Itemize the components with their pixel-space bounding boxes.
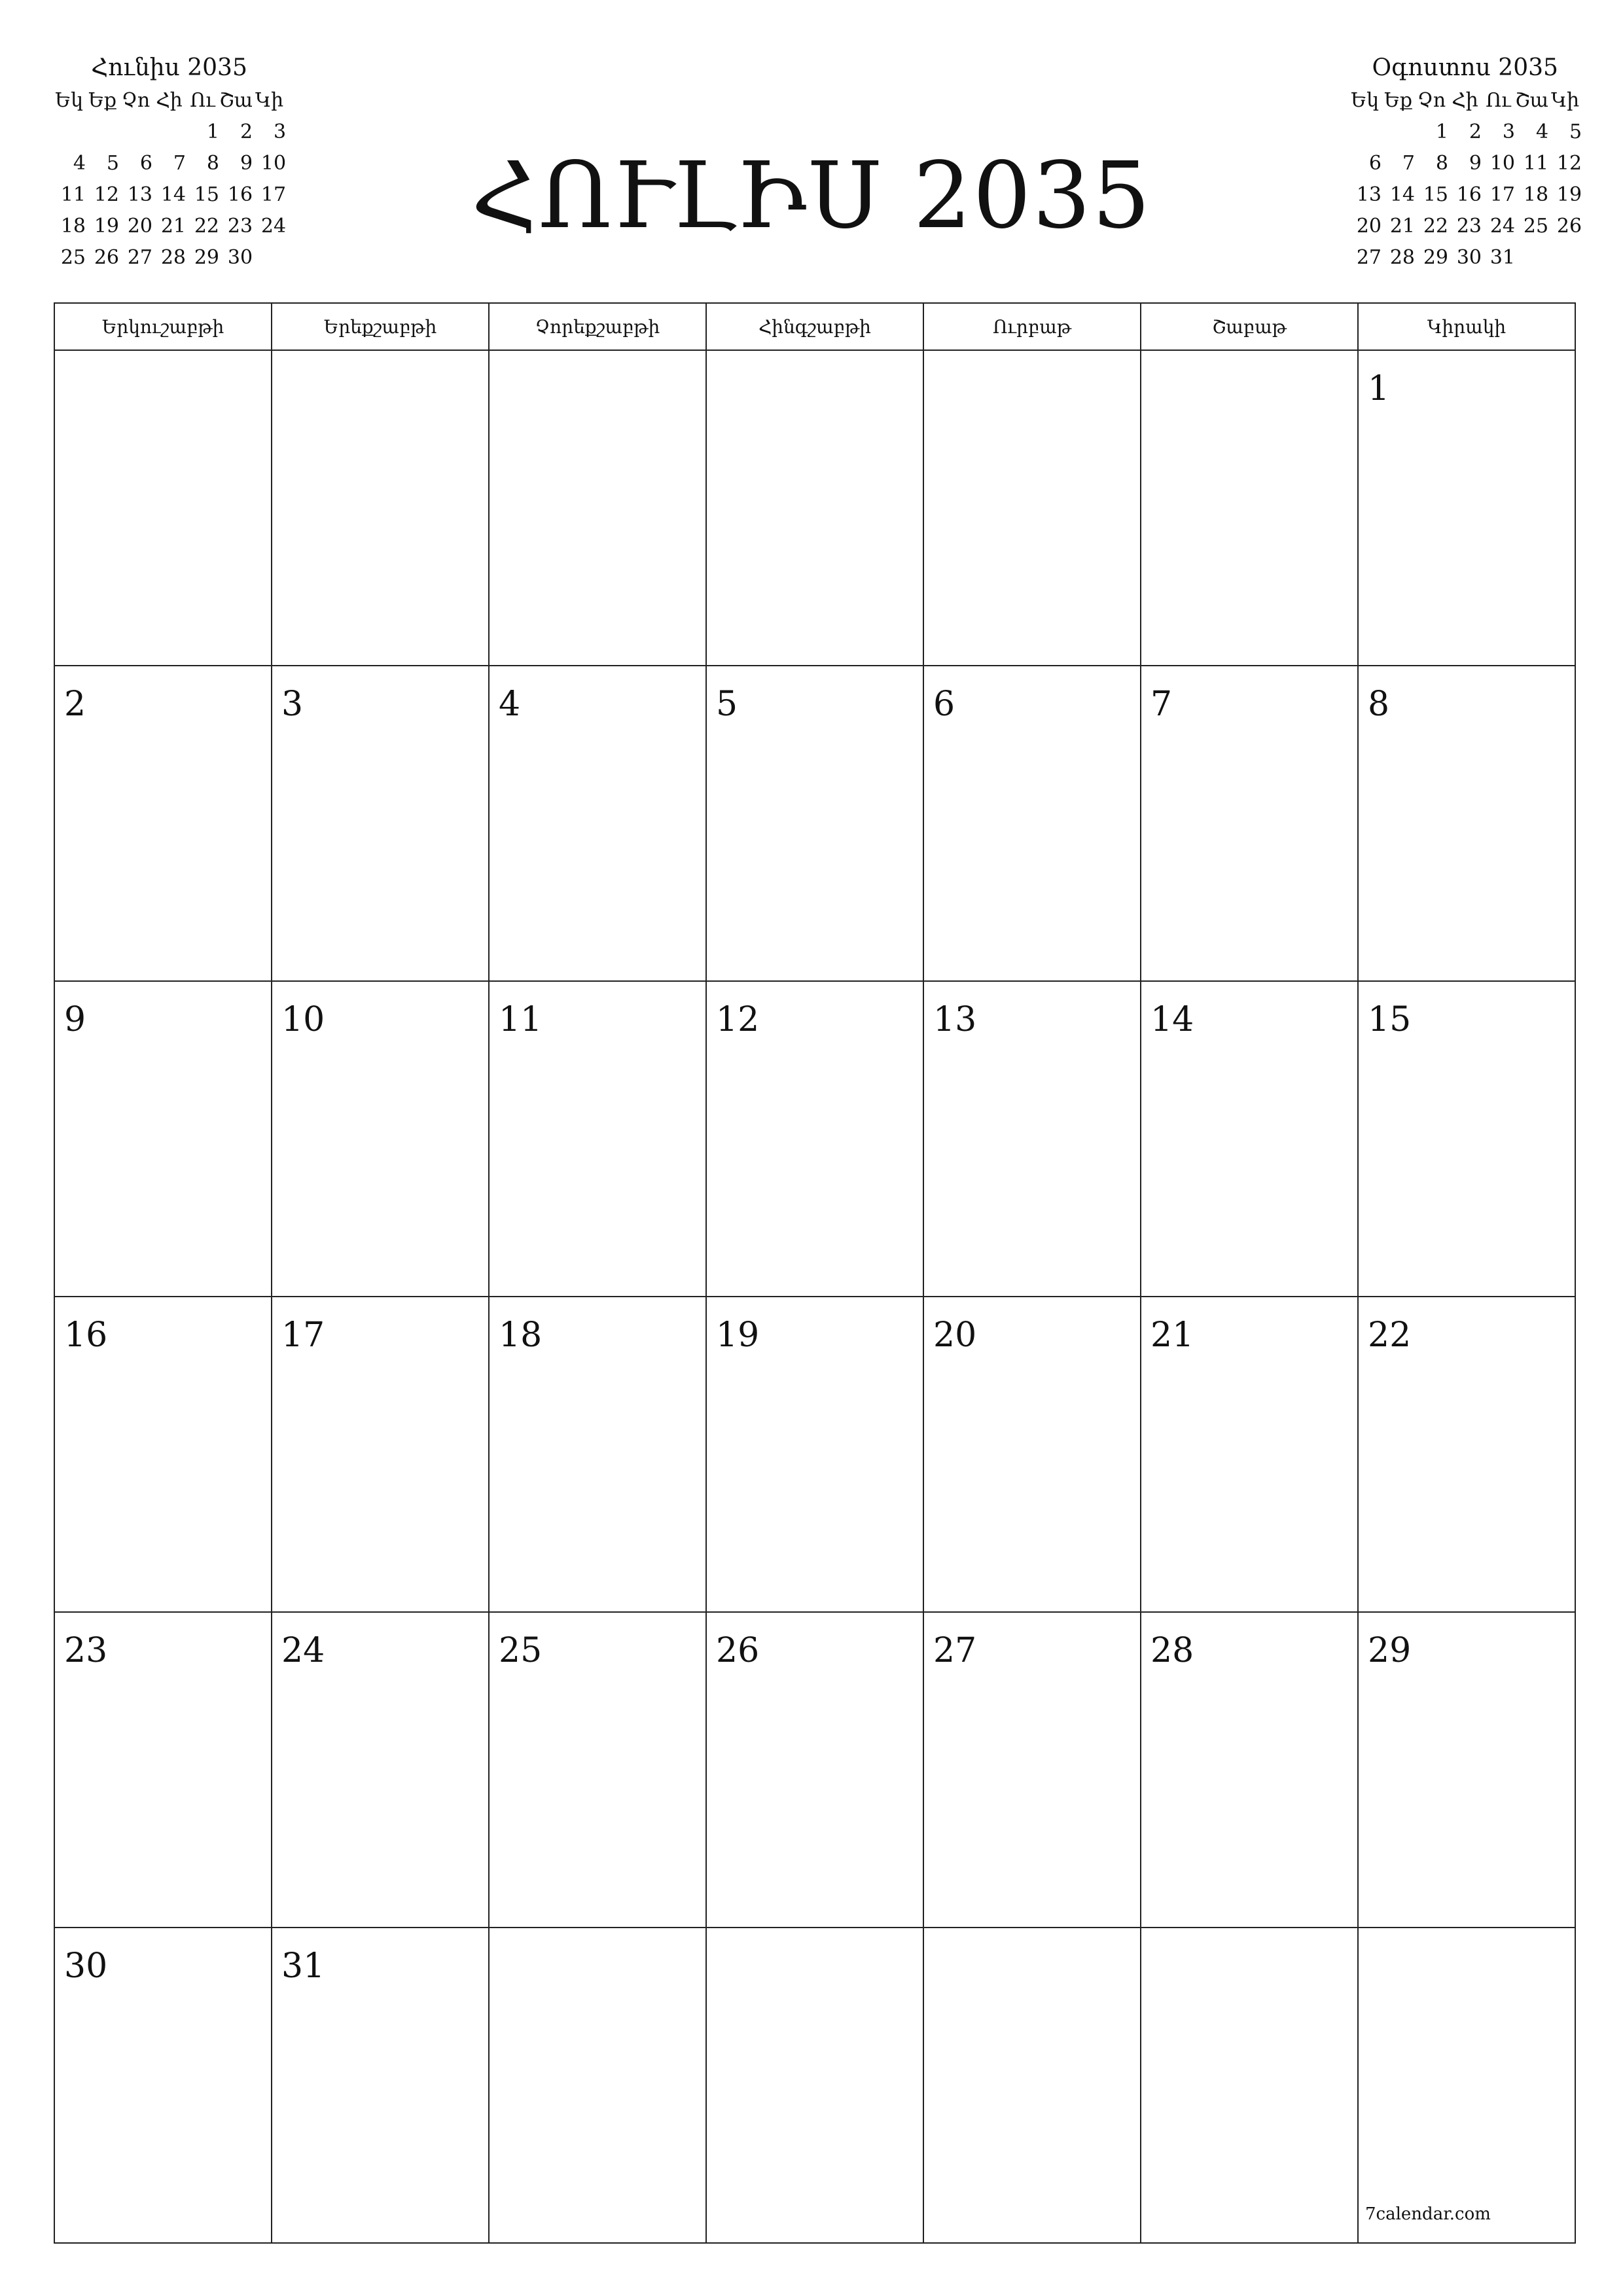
mini-day: 11 [60,183,86,206]
mini-day: 9 [240,152,253,175]
day-cell [923,1612,1141,1928]
mini-day: 11 [1523,152,1549,175]
mini-day: 20 [1356,215,1382,238]
mini-day: 24 [260,215,287,238]
mini-day: 29 [194,246,219,269]
day-cell [1358,1297,1575,1612]
day-number: 10 [281,1000,325,1039]
week-row [54,981,1575,1297]
mini-weekday: Ու [190,89,215,112]
mini-day: 15 [194,183,219,206]
day-number [1141,1928,1357,1946]
mini-day: 12 [94,183,119,206]
day-number: 28 [1150,1631,1194,1670]
day-cell [923,1297,1141,1612]
mini-day: 3 [1502,120,1515,143]
day-cell [489,981,706,1297]
day-cell [706,1297,923,1612]
mini-day: 5 [1569,120,1582,143]
mini-day: 27 [127,246,152,269]
mini-day: 23 [227,215,253,238]
day-number: 17 [281,1316,325,1355]
day-number: 24 [281,1631,325,1670]
mini-day: 21 [1389,215,1415,238]
week-row [54,1928,1575,2243]
mini-day: 13 [1356,183,1382,206]
mini-calendar-title: Հունիս 2035 [91,54,247,81]
mini-weekday: Եք [1383,89,1413,112]
mini-day: 4 [73,152,86,175]
mini-day: 26 [94,246,119,269]
mini-weekday: Շա [219,89,253,112]
day-cell [1141,350,1358,666]
day-cell [272,1612,489,1928]
weekday-header: Ուրբաթ [923,303,1141,350]
mini-day: 7 [1402,152,1415,175]
mini-day: 17 [1489,183,1515,206]
mini-day: 6 [1368,152,1382,175]
day-cell [272,666,489,981]
day-cell [489,1297,706,1612]
day-cell [1141,1928,1358,2243]
weekday-header-row [54,303,1575,350]
month-grid [54,302,1576,2244]
day-number: 2 [64,685,86,724]
day-number: 11 [499,1000,543,1039]
day-number: 6 [933,685,955,724]
day-cell [54,1928,272,2243]
mini-day: 18 [1523,183,1549,206]
weekday-header: Հինգշաբթի [706,303,923,350]
mini-day: 10 [260,152,287,175]
week-row [54,666,1575,981]
day-number [490,351,705,369]
week-row [54,1297,1575,1612]
mini-weekday: Շա [1515,89,1549,112]
mini-day: 16 [1456,183,1482,206]
day-cell [923,981,1141,1297]
mini-calendar-title: Օգոստոս 2035 [1372,54,1558,81]
day-cell [706,666,923,981]
day-cell [1141,1612,1358,1928]
day-number: 14 [1150,1000,1194,1039]
day-number: 12 [716,1000,760,1039]
mini-day: 23 [1456,215,1482,238]
mini-day: 2 [1469,120,1482,143]
day-cell [54,350,272,666]
mini-day: 25 [60,246,86,269]
day-number [924,351,1140,369]
mini-day: 31 [1489,246,1515,269]
mini-day: 6 [139,152,152,175]
day-cell [1141,1297,1358,1612]
day-number [1141,351,1357,369]
day-number: 22 [1368,1316,1412,1355]
mini-day: 28 [1389,246,1415,269]
day-number: 21 [1150,1316,1194,1355]
mini-day: 7 [173,152,186,175]
mini-day: 22 [1423,215,1448,238]
day-cell [272,1297,489,1612]
day-cell [272,1928,489,2243]
day-number: 23 [64,1631,108,1670]
day-number: 25 [499,1631,543,1670]
mini-day: 28 [160,246,186,269]
mini-weekday: Կի [255,89,284,112]
day-cell [54,981,272,1297]
mini-day: 30 [1456,246,1482,269]
mini-day: 17 [260,183,287,206]
mini-day: 26 [1556,215,1582,238]
day-cell [489,1928,706,2243]
mini-day: 8 [206,152,219,175]
mini-day: 30 [227,246,253,269]
day-number: 15 [1368,1000,1412,1039]
weekday-header: Երկուշաբթի [54,303,272,350]
mini-day: 14 [1389,183,1415,206]
day-number [272,351,488,369]
weekday-header: Երեքշաբթի [272,303,489,350]
day-number: 1 [1368,369,1390,408]
mini-day: 24 [1489,215,1515,238]
day-cell [706,1612,923,1928]
mini-day: 13 [127,183,152,206]
day-number [1359,1928,1575,1946]
mini-day: 1 [1435,120,1448,143]
mini-weekday: Չո [121,89,151,112]
day-cell [706,981,923,1297]
mini-day: 21 [160,215,186,238]
day-cell [706,1928,923,2243]
day-number: 8 [1368,685,1390,724]
mini-calendar-weekday-row [52,85,286,117]
site-credit[interactable]: 7calendar.com [1365,2204,1491,2224]
day-cell [1358,1612,1575,1928]
day-cell [923,1928,1141,2243]
day-cell [1358,1928,1575,2243]
mini-day: 14 [160,183,186,206]
day-number [924,1928,1140,1946]
day-cell [1141,981,1358,1297]
day-number: 18 [499,1316,543,1355]
day-cell [1358,350,1575,666]
day-number: 3 [281,685,304,724]
mini-weekday: Եկ [54,89,84,112]
day-cell [489,350,706,666]
day-number: 20 [933,1316,977,1355]
day-number: 5 [716,685,738,724]
mini-day: 19 [94,215,119,238]
day-cell [54,666,272,981]
mini-weekday: Կի [1551,89,1580,112]
week-row [54,1612,1575,1928]
day-number [707,351,923,369]
mini-day: 18 [60,215,86,238]
mini-day: 2 [240,120,253,143]
day-cell [54,1297,272,1612]
day-number: 19 [716,1316,760,1355]
day-number: 4 [499,685,521,724]
day-number: 7 [1150,685,1173,724]
day-number: 30 [64,1946,108,1986]
mini-weekday: Ու [1486,89,1511,112]
mini-day: 22 [194,215,219,238]
day-cell [1141,666,1358,981]
day-cell [1358,666,1575,981]
day-number: 26 [716,1631,760,1670]
mini-day: 10 [1489,152,1515,175]
weekday-header: Չորեքշաբթի [489,303,706,350]
day-cell [706,350,923,666]
mini-day: 25 [1523,215,1549,238]
day-number: 29 [1368,1631,1412,1670]
mini-day: 15 [1423,183,1448,206]
day-number [707,1928,923,1946]
day-number: 9 [64,1000,86,1039]
mini-day: 19 [1556,183,1582,206]
mini-day: 3 [274,120,287,143]
day-cell [272,981,489,1297]
mini-calendar-weekday-row [1348,85,1582,117]
weekday-header: Շաբաթ [1141,303,1358,350]
mini-day: 9 [1469,152,1482,175]
mini-day: 5 [106,152,119,175]
mini-day: 8 [1435,152,1448,175]
day-cell [489,666,706,981]
mini-weekday: Եկ [1350,89,1380,112]
page-title: ՀՈՒԼԻՍ 2035 [471,143,1152,249]
mini-day: 4 [1536,120,1549,143]
day-number: 31 [281,1946,325,1986]
day-cell [54,1612,272,1928]
day-cell [1358,981,1575,1297]
day-number: 27 [933,1631,977,1670]
day-number: 16 [64,1316,108,1355]
mini-day: 12 [1556,152,1582,175]
day-number [55,351,271,369]
mini-day: 29 [1423,246,1448,269]
day-number [490,1928,705,1946]
day-cell [923,666,1141,981]
mini-weekday: Հի [156,89,183,112]
mini-day: 1 [206,120,219,143]
mini-day: 27 [1356,246,1382,269]
weekday-header: Կիրակի [1358,303,1575,350]
day-cell [923,350,1141,666]
mini-day: 20 [127,215,152,238]
day-cell [489,1612,706,1928]
mini-day: 16 [227,183,253,206]
mini-weekday: Եք [88,89,117,112]
mini-weekday: Չո [1417,89,1446,112]
mini-weekday: Հի [1452,89,1478,112]
day-cell [272,350,489,666]
day-number: 13 [933,1000,977,1039]
week-row [54,350,1575,666]
